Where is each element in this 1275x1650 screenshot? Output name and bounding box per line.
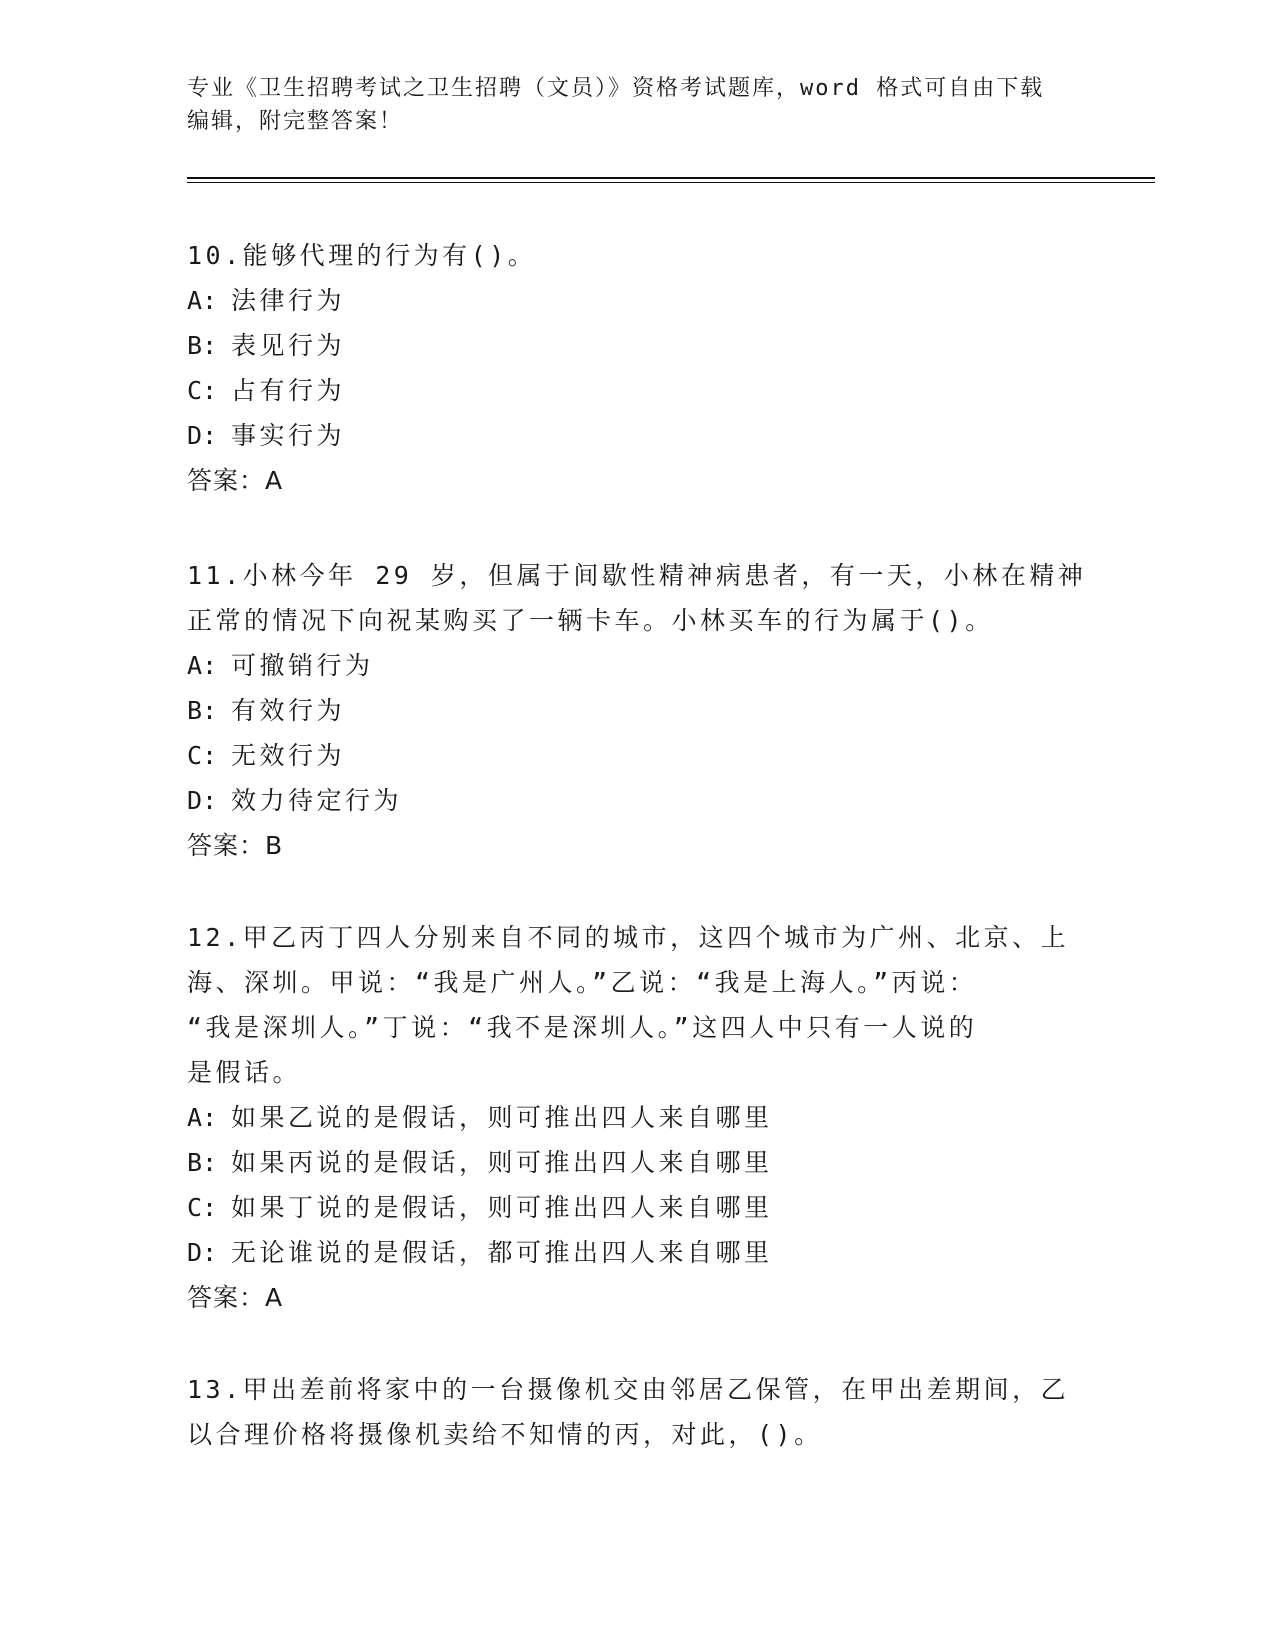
option-text: 如果乙说的是假话，则可推出四人来自哪里: [231, 1103, 773, 1132]
option-c: [187, 368, 1087, 413]
option-text: 法律行为: [231, 286, 346, 315]
option-d: [187, 413, 1087, 458]
option-text: 如果丙说的是假话，则可推出四人来自哪里: [231, 1148, 773, 1177]
option-text: 表见行为: [231, 331, 346, 360]
option-letter: B:: [187, 696, 218, 725]
document-header: [187, 72, 1067, 138]
question-text-line: 13.甲出差前将家中的一台摄像机交由邻居乙保管，在甲出差期间，乙: [187, 1375, 1070, 1404]
option-text: 无效行为: [231, 741, 346, 770]
option-c: [187, 733, 1087, 778]
option-a: [187, 1095, 1087, 1140]
answer-line: 答案：B: [187, 831, 284, 860]
answer-line: 答案：A: [187, 1283, 284, 1312]
option-b: [187, 688, 1087, 733]
question-text-line: 海、深圳。甲说：“我是广州人。”乙说：“我是上海人。”丙说：: [187, 968, 978, 997]
option-letter: C:: [187, 376, 218, 405]
option-letter: A:: [187, 651, 218, 680]
header-divider-thin: [187, 182, 1155, 183]
question-10: [187, 233, 1087, 503]
option-text: 如果丁说的是假话，则可推出四人来自哪里: [231, 1193, 773, 1222]
option-b: [187, 323, 1087, 368]
question-text-line: 以合理价格将摄像机卖给不知情的丙，对此，()。: [187, 1420, 823, 1449]
question-text-line: 是假话。: [187, 1058, 302, 1087]
option-b: [187, 1140, 1087, 1185]
question-12: [187, 915, 1087, 1320]
header-divider-thick: [187, 177, 1155, 179]
question-11: [187, 553, 1087, 868]
option-letter: D:: [187, 1238, 218, 1267]
option-letter: A:: [187, 1103, 218, 1132]
header-line-1: 专业《卫生招聘考试之卫生招聘（文员）》资格考试题库，word 格式可自由下载: [187, 76, 1045, 101]
header-line-2: 编辑，附完整答案！: [187, 109, 404, 134]
option-text: 可撤销行为: [231, 651, 374, 680]
question-text-line: 10.能够代理的行为有()。: [187, 241, 537, 270]
option-letter: D:: [187, 421, 218, 450]
option-letter: D:: [187, 786, 218, 815]
option-text: 效力待定行为: [231, 786, 403, 815]
option-letter: B:: [187, 1148, 218, 1177]
question-text-line: 12.甲乙丙丁四人分别来自不同的城市，这四个城市为广州、北京、上: [187, 923, 1070, 952]
option-text: 有效行为: [231, 696, 346, 725]
option-text: 事实行为: [231, 421, 346, 450]
option-letter: C:: [187, 741, 218, 770]
option-letter: B:: [187, 331, 218, 360]
question-text-line: “我是深圳人。”丁说：“我不是深圳人。”这四人中只有一人说的: [187, 1013, 978, 1042]
option-a: [187, 278, 1087, 323]
option-letter: A:: [187, 286, 218, 315]
question-text-line: 正常的情况下向祝某购买了一辆卡车。小林买车的行为属于()。: [187, 606, 994, 635]
option-text: 占有行为: [231, 376, 346, 405]
option-letter: C:: [187, 1193, 218, 1222]
question-text-line: 11.小林今年 29 岁，但属于间歇性精神病患者，有一天，小林在精神: [187, 561, 1087, 590]
option-d: [187, 778, 1087, 823]
option-d: [187, 1230, 1087, 1275]
question-13: [187, 1367, 1087, 1457]
answer-line: 答案：A: [187, 466, 284, 495]
option-c: [187, 1185, 1087, 1230]
option-a: [187, 643, 1087, 688]
option-text: 无论谁说的是假话，都可推出四人来自哪里: [231, 1238, 773, 1267]
